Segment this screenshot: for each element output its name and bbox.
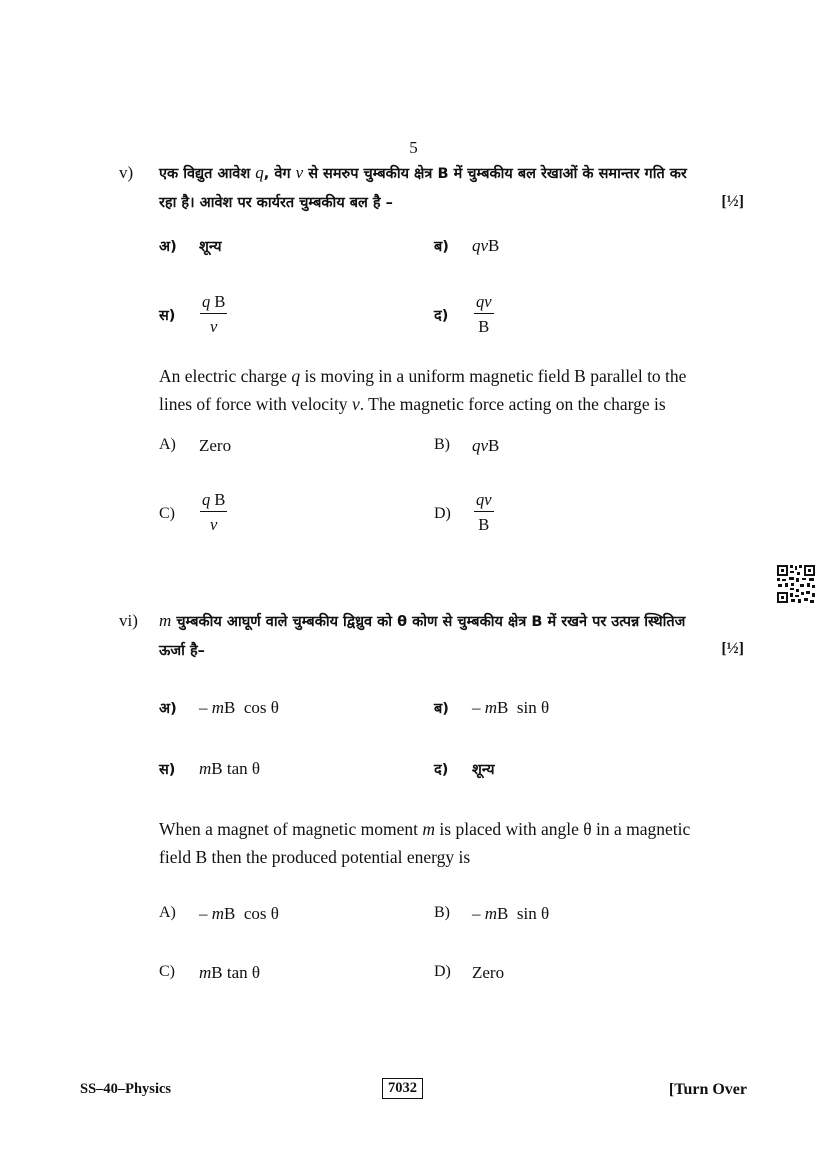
option-label: स) (159, 762, 176, 778)
question-vi-marks: [½] (721, 640, 744, 657)
question-v-hindi-line1: एक विद्युत आवेश q, वेग v से समरुप चुम्बकीय क्षेत्र B में चुम्बकीय बल रेखाओं के समान्तर गति कर (159, 163, 687, 182)
option-label: C) (159, 963, 175, 980)
option-value: – mB sin θ (472, 904, 550, 923)
question-vi-hindi-line1: m चुम्बकीय आघूर्ण वाले चुम्बकीय द्विध्रुव को θ कोण से चुम्बकीय क्षेत्र B में रखने पर उत्पन्न स्थितिज (159, 611, 686, 630)
option-label: A) (159, 436, 176, 453)
option-value: – mB sin θ (472, 698, 550, 717)
question-v-hindi-text (159, 158, 749, 218)
option-label: A) (159, 904, 176, 921)
option-value: Zero (472, 963, 505, 982)
footer-subject-code: SS–40–Physics (80, 1081, 172, 1097)
option-label: अ) (159, 701, 177, 717)
question-v-hindi-line2: रहा है। आवेश पर कार्यरत चुम्बकीय बल है – (159, 195, 393, 211)
option-value: – mB cos θ (199, 698, 279, 717)
question-vi-hindi-text (159, 606, 749, 666)
option-label: B) (434, 904, 450, 921)
option-value: qvB (472, 436, 500, 455)
option-value: शून्य (199, 239, 222, 255)
question-vi-english-line1: When a magnet of magnetic moment m is placed with angle θ in a magnetic (159, 819, 691, 839)
question-number-v: v) (119, 163, 134, 182)
option-fraction: $\frac{qv}{B}$ (476, 490, 492, 534)
option-label: स) (159, 308, 176, 324)
footer-paper-code: 7032 (382, 1078, 423, 1099)
option-fraction: $\frac{\text{q B}}{v}$ (202, 292, 226, 336)
question-v-english-line2: lines of force with velocity v. The magnetic force acting on the charge is (159, 394, 666, 414)
option-label: B) (434, 436, 450, 453)
option-label: D) (434, 963, 451, 980)
option-label: द) (434, 762, 449, 778)
page-number: 5 (409, 138, 418, 157)
option-label: अ) (159, 239, 177, 255)
option-label: द) (434, 308, 449, 324)
footer-turn-over: [Turn Over (668, 1081, 747, 1098)
question-v-english-text (159, 362, 749, 418)
option-value: – mB cos θ (199, 904, 279, 923)
question-v-marks: [½] (721, 193, 744, 210)
question-number-vi: vi) (119, 611, 138, 630)
option-label: D) (434, 505, 451, 522)
option-label: C) (159, 505, 175, 522)
option-fraction: $\frac{qv}{B}$ (476, 292, 492, 336)
question-vi-english-text (159, 815, 749, 871)
option-value: qvB (472, 236, 500, 255)
option-value: शून्य (472, 762, 495, 778)
qr-code-icon (776, 564, 816, 604)
option-fraction: $\frac{\text{q B}}{v}$ (202, 490, 226, 534)
option-value: Zero (199, 436, 232, 455)
question-v-english-line1: An electric charge q is moving in a uniform magnetic field B parallel to the (159, 366, 687, 386)
option-label: ब) (434, 239, 449, 255)
question-vi-english-line2: field B then the produced potential energy is (159, 847, 471, 867)
option-value: mB tan θ (199, 759, 261, 778)
option-value: mB tan θ (199, 963, 261, 982)
option-label: ब) (434, 701, 449, 717)
question-vi-hindi-line2: ऊर्जा है– (159, 643, 205, 659)
